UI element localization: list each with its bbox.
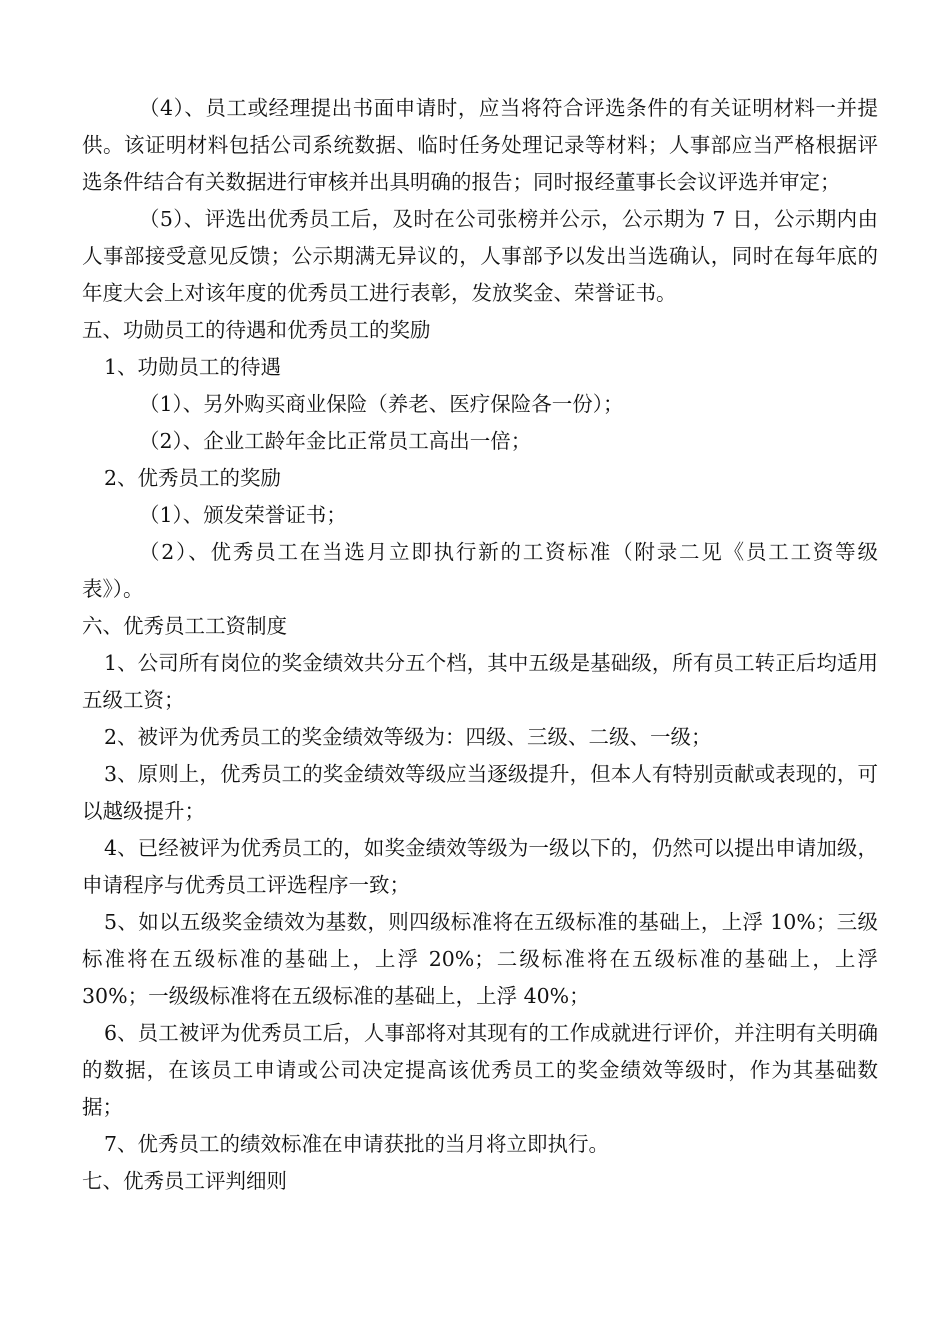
subsection-heading-5-2: 2、优秀员工的奖励 [104, 466, 282, 490]
list-item-6-1: 1、公司所有岗位的奖金绩效共分五个档，其中五级是基础级，所有员工转正后均适用五级工资； [82, 651, 878, 712]
section-heading-7: 七、优秀员工评判细则 [82, 1169, 287, 1193]
paragraph-item-4: （4）、员工或经理提出书面申请时，应当将符合评选条件的有关证明材料一并提供。该证明材料包括公司系统数据、临时任务处理记录等材料；人事部应当严格根据评选条件结合有关数据进行审核并出具明确的报告；同时报经董事长会议评选并审定； [82, 96, 878, 194]
list-item-6-3: 3、原则上，优秀员工的奖金绩效等级应当逐级提升，但本人有特别贡献或表现的，可以越级提升； [82, 762, 878, 823]
section-heading-6: 六、优秀员工工资制度 [82, 614, 287, 638]
list-item-5-2-1: （1）、颁发荣誉证书； [139, 503, 347, 527]
list-item-6-5: 5、如以五级奖金绩效为基数，则四级标准将在五级标准的基础上，上浮 10%；三级标准将在五级标准的基础上，上浮 20%；二级标准将在五级标准的基础上，上浮 30%；一级级标准将在五级标准的基础上，上浮 40%； [82, 910, 878, 1008]
list-item-5-2-2: （2）、优秀员工在当选月立即执行新的工资标准（附录二见《员工工资等级表》）。 [82, 540, 878, 601]
list-item-5-1-1: （1）、另外购买商业保险（养老、医疗保险各一份）； [139, 392, 624, 416]
list-item-6-7: 7、优秀员工的绩效标准在申请获批的当月将立即执行。 [104, 1132, 610, 1156]
list-item-5-1-2: （2）、企业工龄年金比正常员工高出一倍； [139, 429, 532, 453]
list-item-6-2: 2、被评为优秀员工的奖金绩效等级为：四级、三级、二级、一级； [104, 725, 712, 749]
document-body [82, 90, 878, 1200]
section-heading-5: 五、功勋员工的待遇和优秀员工的奖励 [82, 318, 431, 342]
list-item-6-6: 6、员工被评为优秀员工后，人事部将对其现有的工作成就进行评价，并注明有关明确的数据，在该员工申请或公司决定提高该优秀员工的奖金绩效等级时，作为其基础数据； [82, 1021, 878, 1119]
list-item-6-4: 4、已经被评为优秀员工的，如奖金绩效等级为一级以下的，仍然可以提出申请加级，申请程序与优秀员工评选程序一致； [82, 836, 878, 897]
paragraph-item-5: （5）、评选出优秀员工后，及时在公司张榜并公示，公示期为 7 日，公示期内由人事部接受意见反馈；公示期满无异议的，人事部予以发出当选确认，同时在每年底的年度大会上对该年度的优秀员工进行表彰，发放奖金、荣誉证书。 [82, 207, 878, 305]
subsection-heading-5-1: 1、功勋员工的待遇 [104, 355, 282, 379]
